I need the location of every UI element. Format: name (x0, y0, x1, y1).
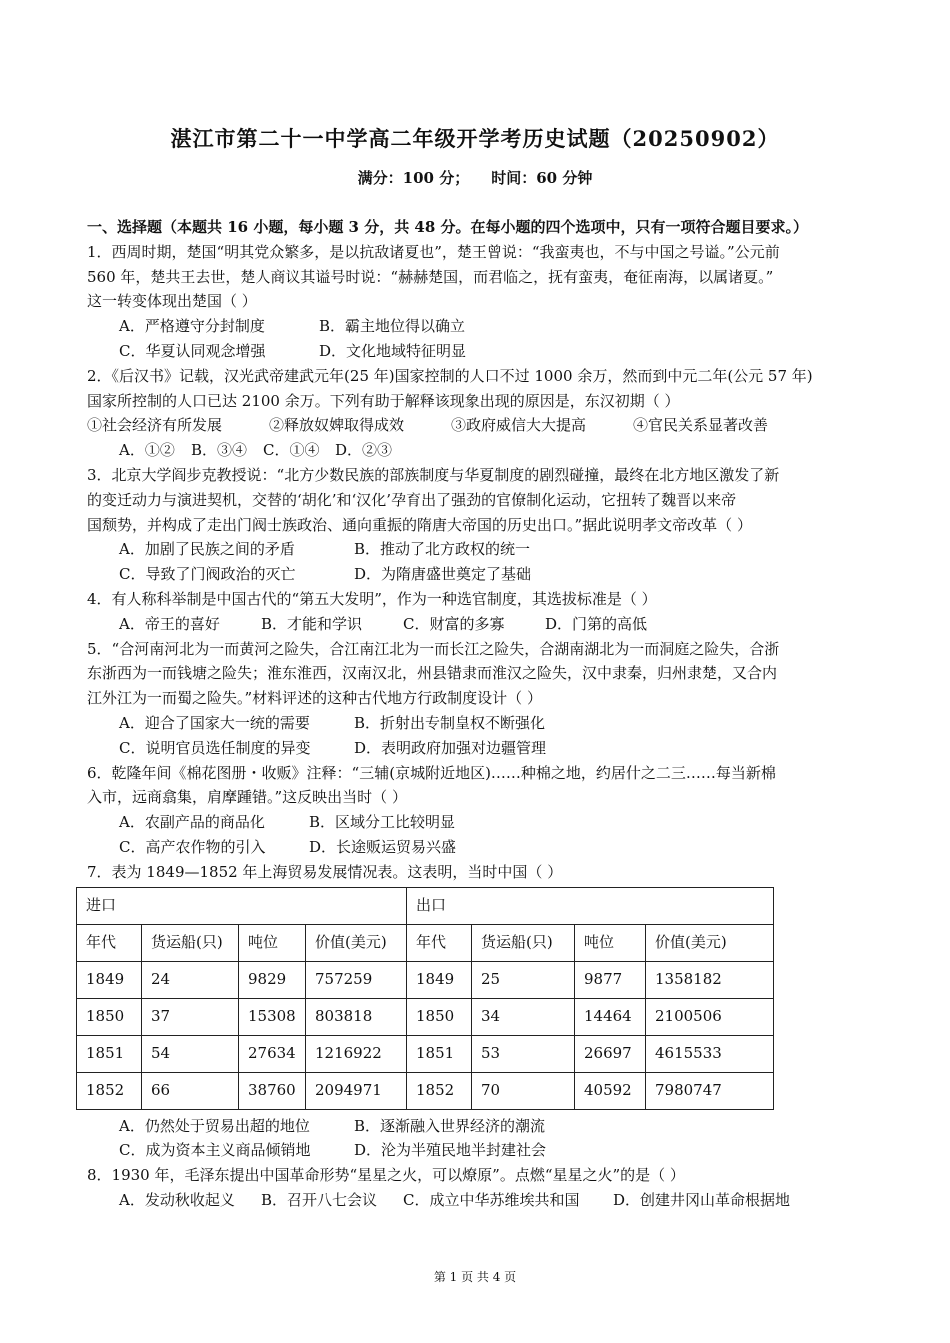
table-cell: 27634 (239, 1035, 306, 1072)
column-header: 吨位 (575, 924, 646, 961)
options-row (87, 562, 875, 587)
question-7 (87, 860, 875, 1163)
column-header: 年代 (77, 924, 142, 961)
option-a[interactable]: A．①② (119, 441, 175, 460)
option-a[interactable]: A．仍然处于贸易出超的地位 (119, 1116, 310, 1135)
question-stem: 东浙西为一而钱塘之险失；淮东淮西，汉南汉北，州县错隶而淮汉之险失，汉中隶秦，归州隶楚，又合内 (87, 664, 778, 683)
table-cell: 34 (472, 998, 575, 1035)
options-row (87, 810, 875, 835)
option-a[interactable]: A．帝王的喜好 (119, 614, 220, 633)
option-d[interactable]: D．门第的高低 (545, 614, 648, 633)
table-header-group (77, 887, 774, 924)
exam-meta (0, 167, 950, 188)
question-stem: 国颓势，并构成了走出门阀士族政治、通向重振的隋唐大帝国的历史出口。”据此说明孝文帝改革（ ） (87, 515, 752, 534)
option-c[interactable]: C．财富的多寡 (403, 614, 505, 633)
table-cell: 53 (472, 1035, 575, 1072)
option-b[interactable]: B．推动了北方政权的统一 (354, 540, 531, 559)
option-a[interactable]: A．迎合了国家大一统的需要 (119, 713, 310, 732)
question-4 (87, 587, 875, 637)
question-stem: 6．乾隆年间《棉花图册・收贩》注释：“三辅(京城附近地区)……种棉之地，约居什之二三……每当新棉 (87, 763, 776, 782)
table-row (77, 961, 774, 998)
table-cell: 66 (142, 1072, 239, 1109)
table-cell: 25 (472, 961, 575, 998)
option-c[interactable]: C．说明官员选任制度的异变 (119, 738, 311, 757)
options-row (87, 612, 875, 637)
question-stem: 8．1930 年，毛泽东提出中国革命形势“星星之火，可以燎原”。点燃“星星之火”的是（ ） (87, 1166, 685, 1185)
option-b[interactable]: B．才能和学识 (261, 614, 363, 633)
table-row (77, 1035, 774, 1072)
table-cell: 1358182 (646, 961, 774, 998)
option-d[interactable]: D．长途贩运贸易兴盛 (309, 837, 457, 856)
option-d[interactable]: D．创建井冈山革命根据地 (613, 1190, 791, 1209)
option-d[interactable]: D．②③ (335, 441, 393, 460)
option-a[interactable]: A．严格遵守分封制度 (119, 317, 265, 336)
question-stem: 江外江为一而蜀之险失。”材料评述的这种古代地方行政制度设计（ ） (87, 689, 542, 708)
option-a[interactable]: A．农副产品的商品化 (119, 813, 265, 832)
options-row (87, 1188, 875, 1213)
statement: ③政府威信大大提高 (451, 416, 587, 435)
option-d[interactable]: D．为隋唐盛世奠定了基础 (354, 565, 532, 584)
options-row (87, 711, 875, 736)
question-list (87, 215, 875, 1213)
table-cell: 2094971 (306, 1072, 407, 1109)
statement: ①社会经济有所发展 (87, 416, 223, 435)
table-header-row (77, 924, 774, 961)
column-header: 货运船(只) (472, 924, 575, 961)
table-cell: 757259 (306, 961, 407, 998)
option-b[interactable]: B．霸主地位得以确立 (319, 317, 466, 336)
options-row (87, 537, 875, 562)
import-header: 进口 (77, 887, 407, 924)
option-b[interactable]: B．召开八七会议 (261, 1190, 378, 1209)
column-header: 吨位 (239, 924, 306, 961)
statement-list (87, 413, 875, 438)
table-cell: 1850 (77, 998, 142, 1035)
full-score: 满分：100 分； (357, 169, 470, 187)
table-cell: 1852 (77, 1072, 142, 1109)
option-d[interactable]: D．文化地域特征明显 (319, 341, 467, 360)
table-row (77, 1072, 774, 1109)
question-2 (87, 364, 875, 463)
table-cell: 38760 (239, 1072, 306, 1109)
column-header: 价值(美元) (306, 924, 407, 961)
question-3 (87, 463, 875, 587)
question-stem: 3．北京大学阎步克教授说：“北方少数民族的部族制度与华夏制度的剧烈碰撞，最终在北方地区激发了新 (87, 465, 780, 484)
question-stem: 国家所控制的人口已达 2100 余万。下列有助于解释该现象出现的原因是，东汉初期（ ） (87, 391, 680, 410)
option-c[interactable]: C．华夏认同观念增强 (119, 341, 266, 360)
options-row (87, 1138, 875, 1163)
table-cell: 1852 (407, 1072, 472, 1109)
table-cell: 1850 (407, 998, 472, 1035)
column-header: 货运船(只) (142, 924, 239, 961)
table-cell: 70 (472, 1072, 575, 1109)
option-b[interactable]: B．区域分工比较明显 (309, 813, 456, 832)
option-c[interactable]: C．成为资本主义商品倾销地 (119, 1141, 311, 1160)
options-row (87, 339, 875, 364)
option-c[interactable]: C．①④ (263, 441, 320, 460)
option-d[interactable]: D．沦为半殖民地半封建社会 (354, 1141, 547, 1160)
option-c[interactable]: C．高产农作物的引入 (119, 837, 266, 856)
option-a[interactable]: A．发动秋收起义 (119, 1190, 235, 1209)
statement: ②释放奴婢取得成效 (269, 416, 405, 435)
option-b[interactable]: B．逐渐融入世界经济的潮流 (354, 1116, 546, 1135)
question-stem: 2．《后汉书》记载，汉光武帝建武元年(25 年)国家控制的人口不过 1000 余万，然而到中元二年(公元 57 年) (87, 366, 813, 385)
option-b[interactable]: B．折射出专制皇权不断强化 (354, 713, 546, 732)
option-c[interactable]: C．成立中华苏维埃共和国 (403, 1190, 580, 1209)
table-cell: 803818 (306, 998, 407, 1035)
table-cell: 1851 (407, 1035, 472, 1072)
table-row (77, 998, 774, 1035)
table-cell: 9829 (239, 961, 306, 998)
option-c[interactable]: C．导致了门阀政治的灭亡 (119, 565, 296, 584)
question-5 (87, 637, 875, 761)
exam-title: 湛江市第二十一中学高二年级开学考历史试题（20250902） (170, 126, 780, 151)
table-cell: 14464 (575, 998, 646, 1035)
option-a[interactable]: A．加剧了民族之间的矛盾 (119, 540, 295, 559)
column-header: 年代 (407, 924, 472, 961)
options-row (87, 438, 875, 463)
exam-time: 时间：60 分钟 (491, 169, 593, 187)
options-row (87, 314, 875, 339)
table-cell: 24 (142, 961, 239, 998)
option-d[interactable]: D．表明政府加强对边疆管理 (354, 738, 547, 757)
options-row (87, 1114, 875, 1139)
table-cell: 1849 (407, 961, 472, 998)
table-cell: 1216922 (306, 1035, 407, 1072)
column-header: 价值(美元) (646, 924, 774, 961)
question-stem: 1．西周时期，楚国“明其党众繁多，是以抗敌诸夏也”，楚王曾说：“我蛮夷也，不与中国之号谥。”公元前 (87, 242, 780, 261)
table-cell: 1851 (77, 1035, 142, 1072)
table-cell: 1849 (77, 961, 142, 998)
options-row (87, 835, 875, 860)
option-b[interactable]: B．③④ (191, 441, 248, 460)
question-stem: 这一转变体现出楚国（ ） (87, 292, 257, 311)
table-cell: 40592 (575, 1072, 646, 1109)
table-cell: 54 (142, 1035, 239, 1072)
table-cell: 7980747 (646, 1072, 774, 1109)
export-header: 出口 (407, 887, 774, 924)
question-stem: 的变迁动力与演进契机，交替的‘胡化’和‘汉化’孕育出了强劲的官僚制化运动，它扭转了魏晋以来帝 (87, 490, 737, 509)
table-cell: 37 (142, 998, 239, 1035)
trade-table (76, 887, 774, 1110)
table-cell: 2100506 (646, 998, 774, 1035)
question-stem: 入市，远商翕集，肩摩踵错。”这反映出当时（ ） (87, 788, 407, 807)
table-cell: 4615533 (646, 1035, 774, 1072)
table-cell: 26697 (575, 1035, 646, 1072)
question-stem: 5．“合河南河北为一而黄河之险失，合江南江北为一而长江之险失，合湖南湖北为一而洞庭之险失，合浙 (87, 639, 780, 658)
question-8 (87, 1163, 875, 1213)
section-heading: 一、选择题（本题共 16 小题，每小题 3 分，共 48 分。在每小题的四个选项中，只有一项符合题目要求。） (87, 218, 809, 236)
table-cell: 15308 (239, 998, 306, 1035)
statement: ④官民关系显著改善 (633, 416, 769, 435)
options-row (87, 736, 875, 761)
table-cell: 9877 (575, 961, 646, 998)
question-stem: 560 年，楚共王去世，楚人商议其谥号时说：“赫赫楚国，而君临之，抚有蛮夷，奄征南海，以属诸夏。” (87, 267, 774, 286)
question-stem: 4．有人称科举制是中国古代的“第五大发明”，作为一种选官制度，其选拔标准是（ ） (87, 589, 657, 608)
question-6 (87, 761, 875, 860)
question-1 (87, 240, 875, 364)
page-number: 第 1 页 共 4 页 (433, 1270, 517, 1284)
question-stem: 7．表为 1849—1852 年上海贸易发展情况表。这表明，当时中国（ ） (87, 862, 563, 881)
